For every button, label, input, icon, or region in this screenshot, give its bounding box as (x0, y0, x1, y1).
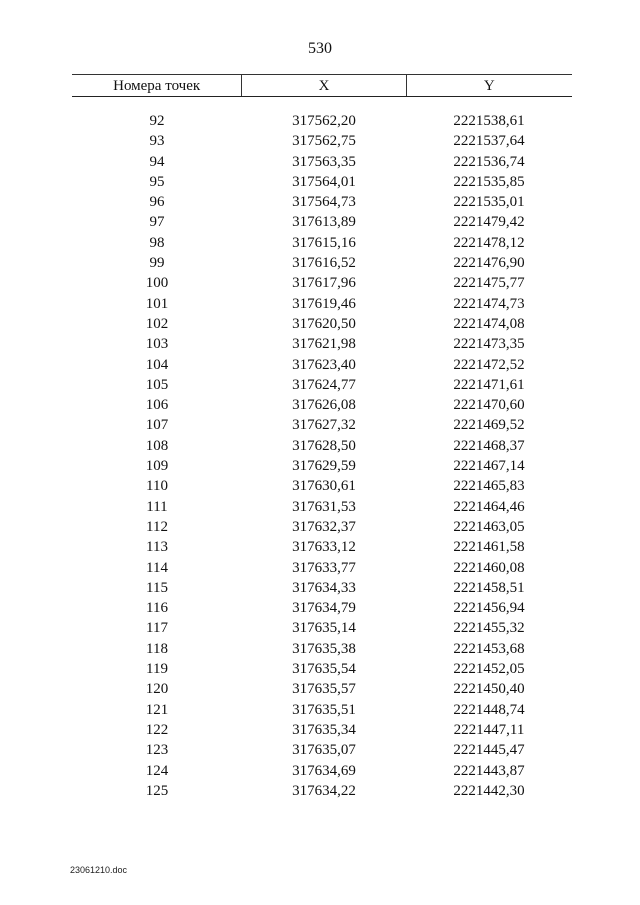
table-row (72, 294, 572, 314)
cell-x: 317619,46 (292, 295, 356, 312)
cell-point-number: 109 (145, 458, 169, 475)
cell-y: 2221474,08 (453, 315, 525, 332)
table-row (72, 415, 572, 435)
cell-point-number: 123 (145, 742, 169, 759)
cell-y: 2221458,51 (453, 579, 525, 596)
cell-y: 2221536,74 (453, 153, 525, 170)
cell-x: 317620,50 (292, 315, 356, 332)
table-row (72, 659, 572, 679)
cell-x: 317621,98 (292, 336, 356, 353)
table-row (72, 781, 572, 801)
cell-x: 317635,38 (292, 640, 356, 657)
cell-y: 2221461,58 (453, 539, 525, 556)
cell-y: 2221443,87 (453, 762, 525, 779)
cell-x: 317635,14 (292, 620, 356, 637)
cell-point-number: 102 (145, 315, 169, 332)
cell-y: 2221471,61 (453, 376, 525, 393)
cell-y: 2221456,94 (453, 600, 525, 617)
table-row (72, 558, 572, 578)
header-y: Y (406, 75, 572, 96)
table-body (72, 111, 572, 801)
cell-point-number: 97 (149, 214, 165, 231)
cell-y: 2221460,08 (453, 559, 525, 576)
cell-y: 2221455,32 (453, 620, 525, 637)
cell-x: 317633,77 (292, 559, 356, 576)
table-row (72, 497, 572, 517)
cell-x: 317627,32 (292, 417, 356, 434)
cell-x: 317615,16 (292, 234, 356, 251)
cell-y: 2221463,05 (453, 518, 525, 535)
cell-point-number: 119 (146, 661, 168, 678)
table-row (72, 172, 572, 192)
table-row (72, 517, 572, 537)
cell-point-number: 107 (145, 417, 169, 434)
header-point-number: Номера точек (113, 78, 201, 94)
cell-point-number: 115 (146, 579, 168, 596)
cell-x: 317626,08 (292, 397, 356, 414)
cell-point-number: 118 (146, 640, 168, 657)
cell-x: 317630,61 (292, 478, 356, 495)
table-row (72, 334, 572, 354)
table-row (72, 273, 572, 293)
cell-x: 317562,20 (292, 113, 356, 129)
cell-y: 2221535,01 (453, 194, 525, 211)
cell-x: 317623,40 (292, 356, 356, 373)
table-row (72, 679, 572, 699)
cell-x: 317634,69 (292, 762, 356, 779)
cell-point-number: 92 (149, 113, 165, 129)
file-name-footer: 23061210.doc (70, 865, 128, 875)
cell-y: 2221464,46 (453, 498, 525, 515)
table-row (72, 233, 572, 253)
cell-point-number: 121 (145, 701, 169, 718)
table-row (72, 395, 572, 415)
cell-y: 2221479,42 (453, 214, 525, 231)
table-row (72, 700, 572, 720)
cell-x: 317634,33 (292, 579, 356, 596)
cell-y: 2221442,30 (453, 782, 525, 799)
table-row (72, 355, 572, 375)
cell-point-number: 124 (145, 762, 169, 779)
cell-point-number: 96 (149, 194, 165, 211)
cell-y: 2221470,60 (453, 397, 525, 414)
cell-y: 2221538,61 (453, 113, 525, 129)
cell-x: 317634,22 (292, 782, 356, 799)
cell-x: 317624,77 (292, 376, 356, 393)
cell-point-number: 98 (149, 234, 165, 251)
cell-x: 317635,34 (292, 721, 356, 738)
cell-y: 2221450,40 (453, 681, 525, 698)
table-row (72, 761, 572, 781)
cell-x: 317635,54 (292, 661, 356, 678)
table-row (72, 720, 572, 740)
table-row (72, 152, 572, 172)
cell-x: 317635,57 (292, 681, 356, 698)
cell-point-number: 93 (149, 133, 165, 150)
cell-point-number: 105 (145, 376, 169, 393)
cell-x: 317613,89 (292, 214, 356, 231)
cell-y: 2221478,12 (453, 234, 525, 251)
cell-y: 2221535,85 (453, 173, 525, 190)
cell-point-number: 110 (146, 478, 168, 495)
cell-point-number: 104 (145, 356, 169, 373)
cell-x: 317635,07 (292, 742, 356, 759)
table-row (72, 253, 572, 273)
cell-y: 2221476,90 (453, 255, 525, 272)
cell-y: 2221452,05 (453, 661, 525, 678)
cell-point-number: 113 (146, 539, 168, 556)
table-row (72, 578, 572, 598)
cell-point-number: 112 (146, 518, 168, 535)
cell-point-number: 111 (146, 498, 168, 515)
table-row (72, 740, 572, 760)
table-row (72, 618, 572, 638)
cell-y: 2221468,37 (453, 437, 525, 454)
cell-x: 317633,12 (292, 539, 356, 556)
cell-x: 317632,37 (292, 518, 356, 535)
table-row (72, 537, 572, 557)
cell-point-number: 106 (145, 397, 169, 414)
cell-point-number: 95 (149, 173, 165, 190)
page-number: 530 (308, 40, 332, 57)
cell-point-number: 94 (149, 153, 165, 170)
cell-y: 2221469,52 (453, 417, 525, 434)
cell-x: 317562,75 (292, 133, 356, 150)
cell-point-number: 117 (146, 620, 168, 637)
table-row (72, 131, 572, 151)
cell-x: 317635,51 (292, 701, 356, 718)
cell-y: 2221473,35 (453, 336, 525, 353)
coordinates-table (72, 74, 572, 801)
cell-point-number: 100 (145, 275, 169, 292)
cell-y: 2221467,14 (453, 458, 525, 475)
cell-y: 2221465,83 (453, 478, 525, 495)
cell-point-number: 108 (145, 437, 169, 454)
table-row (72, 456, 572, 476)
table-row (72, 111, 572, 131)
cell-x: 317628,50 (292, 437, 356, 454)
table-row (72, 192, 572, 212)
table-row (72, 314, 572, 334)
cell-point-number: 122 (145, 721, 169, 738)
cell-x: 317634,79 (292, 600, 356, 617)
cell-x: 317616,52 (292, 255, 356, 272)
table-row (72, 476, 572, 496)
cell-point-number: 103 (145, 336, 169, 353)
cell-point-number: 116 (146, 600, 168, 617)
cell-point-number: 114 (146, 559, 168, 576)
cell-point-number: 101 (145, 295, 169, 312)
table-row (72, 436, 572, 456)
table-row (72, 639, 572, 659)
cell-y: 2221472,52 (453, 356, 525, 373)
cell-x: 317617,96 (292, 275, 356, 292)
table-row (72, 598, 572, 618)
cell-x: 317564,73 (292, 194, 356, 211)
cell-x: 317631,53 (292, 498, 356, 515)
cell-point-number: 99 (149, 255, 165, 272)
cell-y: 2221474,73 (453, 295, 525, 312)
cell-point-number: 125 (145, 782, 169, 799)
cell-y: 2221475,77 (453, 275, 525, 292)
table-row (72, 212, 572, 232)
cell-point-number: 120 (145, 681, 169, 698)
cell-y: 2221447,11 (453, 721, 525, 738)
table-header (72, 74, 572, 97)
cell-y: 2221537,64 (453, 133, 525, 150)
cell-y: 2221453,68 (453, 640, 525, 657)
cell-y: 2221445,47 (453, 742, 525, 759)
header-x: X (241, 75, 405, 96)
cell-x: 317564,01 (292, 173, 356, 190)
cell-x: 317563,35 (292, 153, 356, 170)
cell-y: 2221448,74 (453, 701, 525, 718)
table-row (72, 375, 572, 395)
cell-x: 317629,59 (292, 458, 356, 475)
